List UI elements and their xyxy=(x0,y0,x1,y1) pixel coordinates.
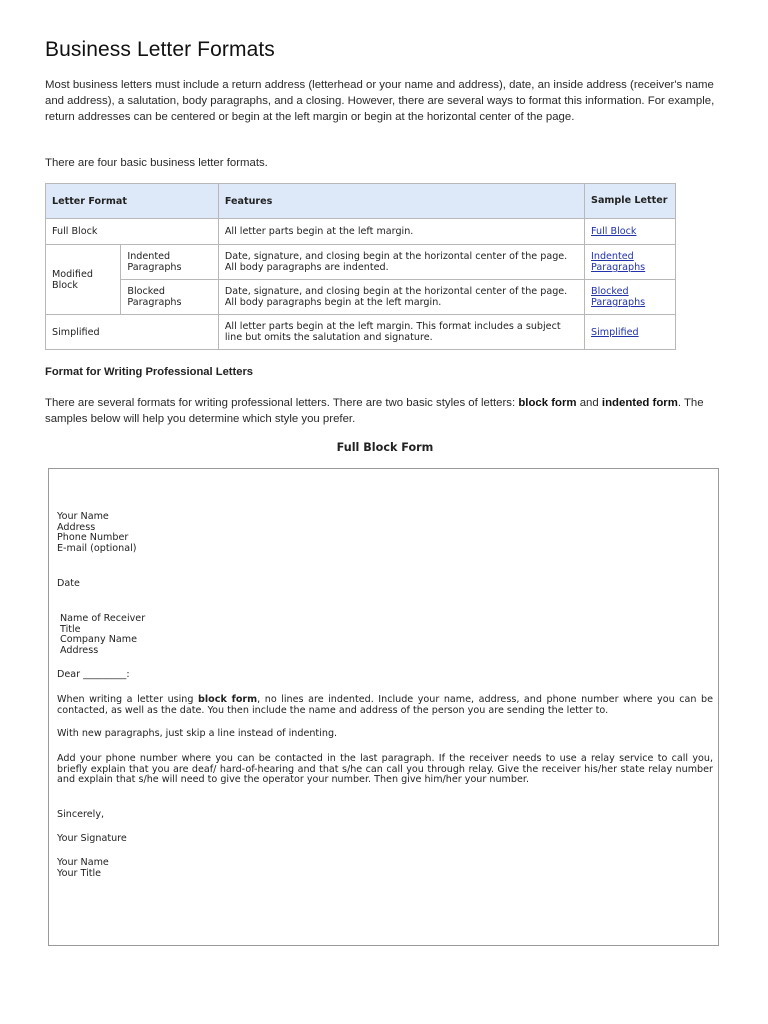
cell-link-blocked xyxy=(585,280,676,315)
closing: Sincerely, xyxy=(57,809,105,820)
link-simplified[interactable]: Simplified xyxy=(591,326,639,338)
cell-link-simplified xyxy=(585,315,676,350)
sender-address: Address xyxy=(57,521,96,533)
table-row xyxy=(46,245,676,280)
text-span: When writing a letter using xyxy=(57,694,199,705)
header-sample-letter: Sample Letter xyxy=(585,184,676,219)
receiver-title: Title xyxy=(60,623,81,635)
cell-features-simplified: All letter parts begin at the left margin. This format includes a subject line but omits the salutation and signature. xyxy=(218,315,584,350)
professional-letters-heading: Format for Writing Professional Letters xyxy=(45,366,254,378)
sender-phone: Phone Number xyxy=(57,532,129,544)
closing-name: Your Name xyxy=(57,857,109,868)
cell-features-full-block: All letter parts begin at the left margin. xyxy=(218,219,584,245)
cell-features-blocked: Date, signature, and closing begin at the horizontal center of the page. All body paragraphs begin at the left margin. xyxy=(218,280,584,315)
professional-letters-paragraph xyxy=(45,395,725,427)
table-row xyxy=(46,219,676,245)
text-span: and xyxy=(576,397,602,409)
signature: Your Signature xyxy=(57,833,127,844)
bold-block-form: block form xyxy=(198,694,258,705)
name-block xyxy=(57,858,109,879)
four-formats-text: There are four basic business letter formats. xyxy=(45,157,268,169)
letter-formats-table xyxy=(45,183,676,350)
cell-link-full-block xyxy=(585,219,676,245)
body-paragraph-3: Add your phone number where you can be contacted in the last paragraph. If the receiver needs to use a relay service to call you, briefly explain that you are deaf/ hard-of-hearing and that s/he can call you through relay. Give the receiver his/her state relay number and explain that s/he will need to give the operator your number. Then give him/her your number. xyxy=(57,753,713,786)
receiver-address: Address xyxy=(60,644,99,656)
receiver-company: Company Name xyxy=(60,634,137,646)
bold-block-form: block form xyxy=(518,397,577,409)
cell-sub-indented: Indented Paragraphs xyxy=(121,245,218,280)
sender-block xyxy=(57,512,137,554)
cell-features-indented: Date, signature, and closing begin at the horizontal center of the page. All body paragraphs are indented. xyxy=(218,245,584,280)
body-paragraph-1 xyxy=(57,695,713,716)
cell-link-indented xyxy=(585,245,676,280)
header-features: Features xyxy=(218,184,584,219)
letter-date: Date xyxy=(57,578,80,589)
cell-format-simplified: Simplified xyxy=(46,315,219,350)
table-header-row xyxy=(46,184,676,219)
text-span: . The samples below will help you determine which style you prefer. xyxy=(45,397,704,426)
bold-indented-form: indented form xyxy=(601,397,678,409)
body-paragraph-2: With new paragraphs, just skip a line instead of indenting. xyxy=(57,728,338,739)
sender-email: E-mail (optional) xyxy=(57,542,137,554)
receiver-block xyxy=(60,614,145,656)
text-span: There are several formats for writing professional letters. There are two basic styles of letters: xyxy=(45,397,519,409)
receiver-name: Name of Receiver xyxy=(60,613,146,624)
salutation: Dear _________: xyxy=(57,669,130,680)
closing-title: Your Title xyxy=(57,867,102,879)
link-indented-paragraphs[interactable]: Indented Paragraphs xyxy=(591,251,646,273)
sample-title: Full Block Form xyxy=(336,441,434,454)
table-row xyxy=(46,315,676,350)
cell-sub-blocked: Blocked Paragraphs xyxy=(121,280,218,315)
text-span: , no lines are indented. Include your name, address, and phone number where you can be contacted, as well as the date. You then include the name and address of the person you are sending the letter to. xyxy=(57,694,713,716)
sender-name: Your Name xyxy=(57,511,109,522)
link-blocked-paragraphs[interactable]: Blocked Paragraphs xyxy=(591,286,646,308)
header-letter-format: Letter Format xyxy=(46,184,219,219)
table-row xyxy=(46,280,676,315)
sample-letter-box xyxy=(48,468,719,946)
cell-format-modified-block: Modified Block xyxy=(46,245,121,315)
page-title: Business Letter Formats xyxy=(45,38,275,61)
link-full-block[interactable]: Full Block xyxy=(591,226,637,237)
intro-paragraph: Most business letters must include a return address (letterhead or your name and address), date, an inside address (receiver's name and address), a salutation, body paragraphs, and a closing. However, there are several ways to format this information. For example, return addresses can be centered or begin at the left margin or begin at the horizontal center of the page. xyxy=(45,79,715,124)
cell-format-full-block: Full Block xyxy=(46,219,219,245)
